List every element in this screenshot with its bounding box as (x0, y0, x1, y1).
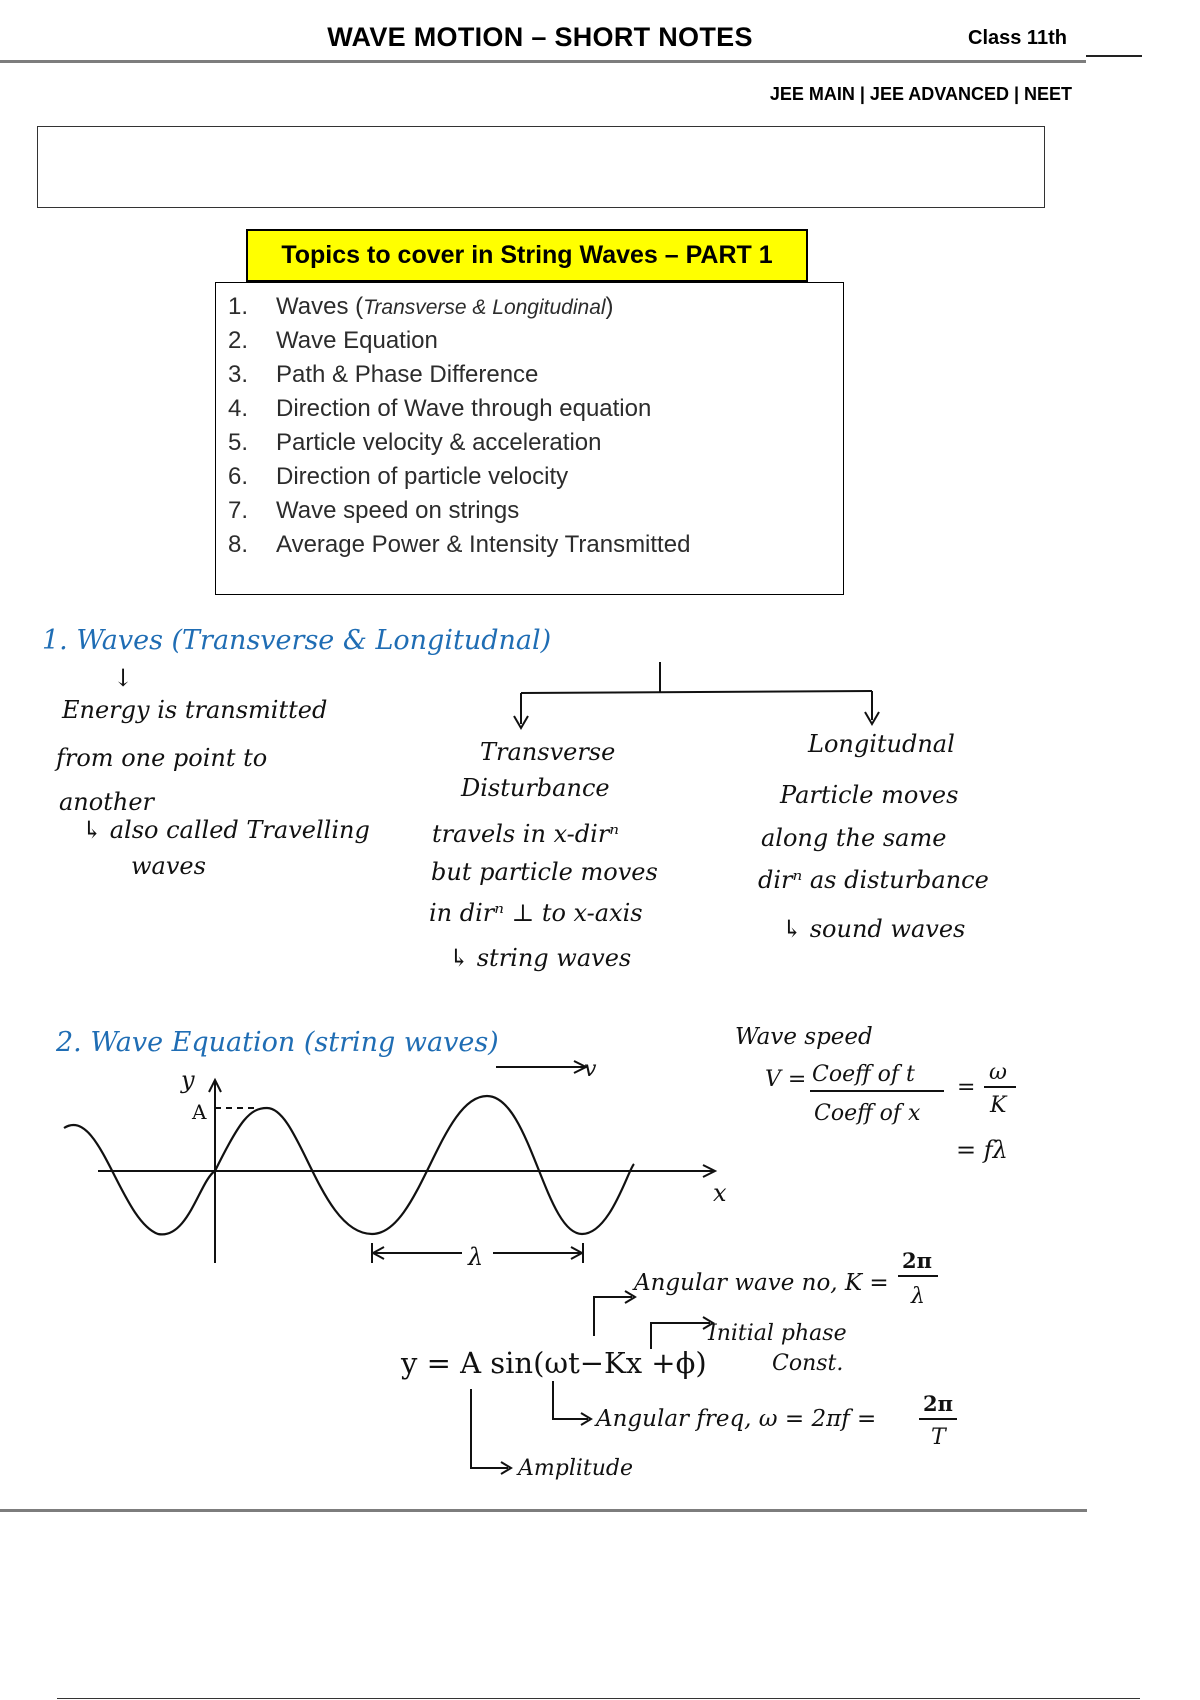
footer-rule (57, 1698, 1140, 1699)
equation-pointers (471, 1291, 713, 1474)
topic-text: Path & Phase Difference (276, 361, 539, 388)
wave-speed-label: Wave speed (735, 1024, 873, 1050)
transverse-line-3: but particle moves (431, 858, 658, 886)
speed-omega: ω (989, 1060, 1007, 1085)
graph-axes (98, 1080, 715, 1263)
initial-phase-label: Initial phase (708, 1321, 847, 1346)
string-waves-example: ↳ string waves (449, 944, 632, 972)
energy-line-1: Energy is transmitted (62, 696, 328, 724)
longitudinal-line-3: dirⁿ as disturbance (758, 866, 989, 894)
topic-number: 3. (228, 361, 249, 388)
k-denominator: λ (911, 1284, 925, 1309)
topic-text-after: ) (605, 293, 614, 320)
longitudinal-line-2: along the same (761, 824, 947, 852)
travelling-note: ↳ also called Travelling (82, 816, 370, 844)
x-axis-label: x (713, 1179, 727, 1207)
topic-text-italic: Transverse & Longitudinal (363, 296, 606, 319)
energy-line-2: from one point to (56, 744, 268, 772)
section-divider (0, 1509, 1087, 1512)
topic-text: Waves ( (276, 293, 364, 320)
topics-title: Topics to cover in String Waves – PART 1 (246, 229, 808, 282)
speed-k: K (990, 1093, 1007, 1118)
topic-number: 5. (228, 429, 249, 456)
sine-wave (64, 1096, 634, 1234)
topic-text: Direction of particle velocity (276, 463, 569, 490)
amplitude-note: Amplitude (518, 1456, 634, 1481)
class-label: Class 11th (968, 27, 1067, 49)
travelling-note-2: waves (131, 852, 206, 880)
speed-denominator: Coeff of x (814, 1101, 921, 1126)
transverse-line-2: travels in x-dirⁿ (432, 820, 620, 848)
transverse-title: Transverse (480, 738, 616, 766)
topic-text: Average Power & Intensity Transmitted (276, 531, 691, 558)
y-axis-label: y (181, 1066, 195, 1094)
longitudinal-title: Longitudnal (808, 730, 955, 758)
energy-line-3: another (59, 788, 154, 816)
topic-number: 8. (228, 531, 249, 558)
speed-v: V = (765, 1067, 807, 1092)
speed-result: = fλ (956, 1136, 1008, 1164)
page-title: WAVE MOTION – SHORT NOTES (327, 22, 753, 52)
amplitude-label: A (192, 1100, 207, 1124)
topic-text: Direction of Wave through equation (276, 395, 652, 422)
section2-heading: 2. Wave Equation (string waves) (56, 1027, 499, 1058)
topic-number: 4. (228, 395, 249, 422)
k-numerator: 2π (902, 1248, 932, 1273)
const-label: Const. (772, 1351, 844, 1376)
topic-text: Wave speed on strings (276, 497, 520, 524)
sound-waves-example: ↳ sound waves (782, 915, 966, 943)
transverse-line-1: Disturbance (461, 774, 610, 802)
velocity-label: v (584, 1057, 597, 1082)
transverse-line-4: in dirⁿ ⊥ to x-axis (429, 899, 643, 927)
topic-number: 1. (228, 293, 249, 320)
branch-lines (514, 662, 879, 728)
velocity-arrow (496, 1061, 586, 1073)
down-arrow-icon: ↓ (113, 664, 134, 692)
longitudinal-line-1: Particle moves (780, 781, 959, 809)
angular-frequency: Angular freq, ω = 2πf = (596, 1406, 877, 1432)
exam-tags: JEE MAIN | JEE ADVANCED | NEET (769, 84, 1072, 104)
topic-number: 2. (228, 327, 249, 354)
topic-text: Particle velocity & acceleration (276, 429, 602, 456)
speed-numerator: Coeff of t (812, 1062, 915, 1087)
speed-equals: = (957, 1075, 976, 1100)
topic-text: Wave Equation (276, 327, 438, 354)
wavelength-label: λ (468, 1243, 484, 1271)
angular-wave-number: Angular wave no, K = (634, 1270, 889, 1296)
w-denominator: T (931, 1425, 946, 1450)
topic-number: 6. (228, 463, 249, 490)
w-numerator: 2π (923, 1391, 953, 1416)
wave-equation: y = A sin(ωt−Kx +ϕ) (401, 1346, 707, 1380)
topic-number: 7. (228, 497, 249, 524)
section1-heading: 1. Waves (Transverse & Longitudnal) (42, 625, 552, 656)
